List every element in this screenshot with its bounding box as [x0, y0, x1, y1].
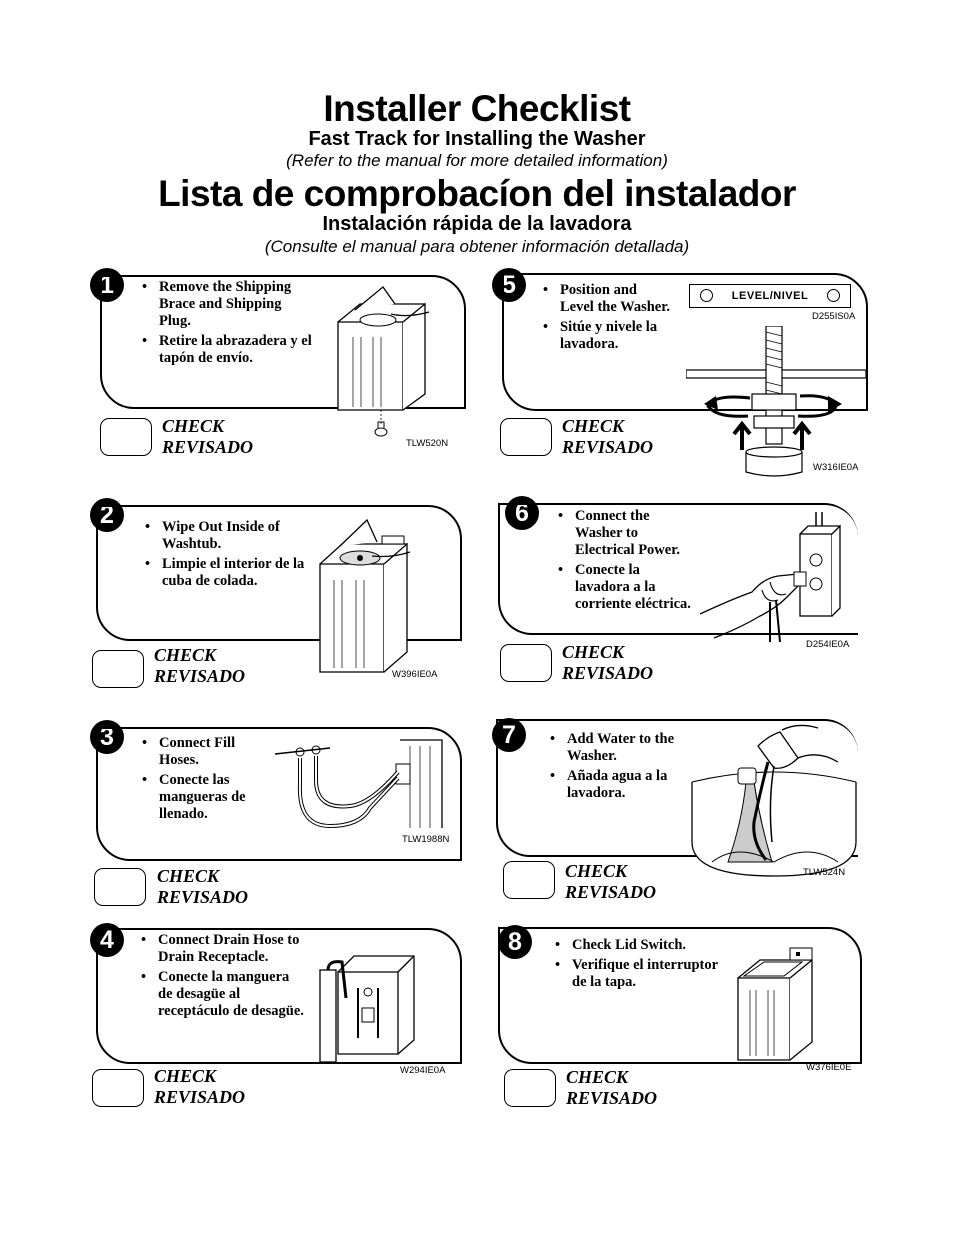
figure-code: W376IE0E — [806, 1062, 852, 1073]
instruction-spanish: • Conecte la manguera de desagüe al receptáculo de desagüe. — [141, 969, 306, 1020]
check-label-spanish: REVISADO — [154, 1087, 246, 1107]
check-label-english: CHECK — [562, 642, 625, 662]
subtitle-spanish: Instalación rápida de la lavadora — [322, 213, 632, 235]
checkbox[interactable] — [100, 418, 152, 456]
step-instructions — [142, 735, 262, 826]
step-instructions — [543, 282, 671, 356]
check-label-english: CHECK — [162, 416, 225, 436]
checkbox[interactable] — [503, 861, 555, 899]
drain-hose-illustration — [318, 948, 418, 1068]
check-label-spanish: REVISADO — [566, 1088, 658, 1108]
instruction-english: • Connect Drain Hose to Drain Receptacle. — [141, 932, 306, 966]
instruction-spanish: • Verifique el interruptor de la tapa. — [555, 957, 727, 991]
step-instructions — [142, 279, 312, 370]
check-label-spanish: REVISADO — [562, 663, 654, 683]
electrical-outlet-illustration — [700, 512, 862, 644]
figure-code: W294IE0A — [400, 1065, 446, 1076]
check-label — [562, 642, 653, 684]
step-number-badge: 4 — [90, 923, 124, 957]
step-number-badge: 7 — [492, 718, 526, 752]
instruction-english: • Add Water to the Washer. — [550, 731, 682, 765]
title-spanish: Lista de comprobacíon del instalador — [158, 173, 796, 214]
instruction-english: • Remove the Shipping Brace and Shipping Plug. — [142, 279, 312, 330]
leveling-leg-illustration — [686, 326, 866, 478]
instruction-english: • Position and Level the Washer. — [543, 282, 671, 316]
step-number-badge: 8 — [498, 925, 532, 959]
level-tool — [689, 284, 851, 308]
check-label-english: CHECK — [154, 645, 217, 665]
instruction-spanish: • Conecte las mangueras de llenado. — [142, 772, 262, 823]
instruction-english: • Connect the Washer to Electrical Power. — [558, 508, 698, 559]
instruction-english: • Connect Fill Hoses. — [142, 735, 262, 769]
step-number-badge: 5 — [492, 268, 526, 302]
note-spanish: (Consulte el manual para obtener información detallada) — [264, 237, 690, 256]
check-label-spanish: REVISADO — [565, 882, 657, 902]
checkbox[interactable] — [92, 650, 144, 688]
check-label-english: CHECK — [157, 866, 220, 886]
check-label-spanish: REVISADO — [562, 437, 654, 457]
subtitle-english: Fast Track for Installing the Washer — [308, 128, 646, 150]
step-instructions — [558, 508, 698, 616]
check-label-spanish: REVISADO — [157, 887, 249, 907]
fill-hoses-illustration — [270, 736, 450, 836]
washer-washtub-illustration — [312, 514, 417, 679]
checkbox[interactable] — [92, 1069, 144, 1107]
checkbox[interactable] — [94, 868, 146, 906]
checkbox[interactable] — [500, 644, 552, 682]
instruction-spanish: • Sitúe y nivele la lavadora. — [543, 319, 671, 353]
check-label-spanish: REVISADO — [154, 666, 246, 686]
level-bubble-icon — [827, 289, 840, 302]
step-instructions — [145, 519, 307, 593]
instruction-spanish: • Limpie el interior de la cuba de colada. — [145, 556, 307, 590]
note-english: (Refer to the manual for more detailed information) — [286, 151, 668, 170]
check-label-english: CHECK — [562, 416, 625, 436]
checkbox[interactable] — [504, 1069, 556, 1107]
instruction-english: • Check Lid Switch. — [555, 937, 727, 954]
checkbox[interactable] — [500, 418, 552, 456]
step-instructions — [550, 731, 682, 805]
check-label — [154, 1066, 245, 1108]
washer-shipping-brace-illustration — [333, 282, 433, 447]
level-label: LEVEL/NIVEL — [731, 290, 809, 302]
check-label — [565, 861, 656, 903]
check-label — [157, 866, 248, 908]
figure-code: TLW524N — [803, 867, 846, 878]
instruction-spanish: • Conecte la lavadora a la corriente eléctrica. — [558, 562, 698, 613]
instruction-english: • Wipe Out Inside of Washtub. — [145, 519, 307, 553]
step-instructions — [555, 937, 727, 994]
step-number-badge: 2 — [90, 498, 124, 532]
instruction-spanish: • Añada agua a la lavadora. — [550, 768, 682, 802]
instruction-spanish: • Retire la abrazadera y el tapón de envío. — [142, 333, 312, 367]
check-label — [162, 416, 253, 458]
step-number-badge: 6 — [505, 496, 539, 530]
check-label — [154, 645, 245, 687]
figure-code: D254IE0A — [806, 639, 850, 650]
lid-switch-illustration — [734, 942, 816, 1066]
step-instructions — [141, 932, 306, 1023]
check-label — [562, 416, 653, 458]
add-water-illustration — [688, 722, 860, 880]
check-label-english: CHECK — [565, 861, 628, 881]
title-english: Installer Checklist — [323, 88, 631, 129]
level-bubble-icon — [700, 289, 713, 302]
check-label-english: CHECK — [154, 1066, 217, 1086]
check-label-spanish: REVISADO — [162, 437, 254, 457]
figure-code: TLW520N — [406, 438, 449, 449]
figure-code: W396IE0A — [392, 669, 438, 680]
check-label-english: CHECK — [566, 1067, 629, 1087]
figure-code: D255IS0A — [812, 311, 856, 322]
check-label — [566, 1067, 657, 1109]
figure-code: TLW1988N — [402, 834, 450, 845]
step-number-badge: 1 — [90, 268, 124, 302]
step-number-badge: 3 — [90, 720, 124, 754]
figure-code: W316IE0A — [813, 462, 859, 473]
